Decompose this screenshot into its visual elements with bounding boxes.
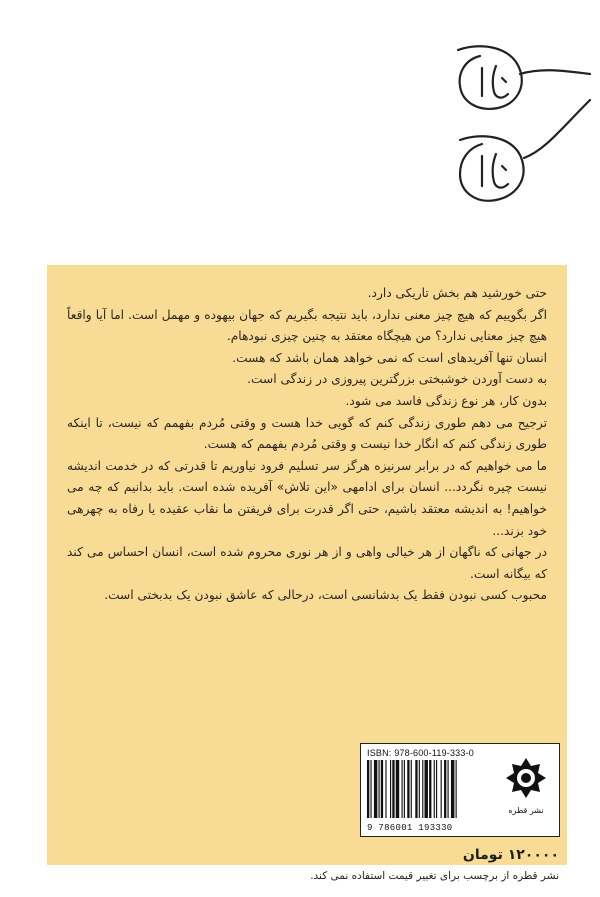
barcode-icon: [367, 760, 495, 818]
isbn-text: ISBN: 978-600-119-333-0: [367, 748, 474, 758]
publisher-emblem: [420, 40, 595, 215]
price-notice: نشر قطره از برچسب برای تغییر قیمت استفاده نمی کند.: [310, 870, 559, 882]
quotes-text: [67, 283, 547, 607]
quote-paragraph: اگر بگوییم که هیچ چیز معنی ندارد، باید نتیجه بگیریم که جهان بیهوده و مهمل است. اما آیا واقعاً هیچ چیز معنایی ندارد؟ من هیچگاه معتقد به چنین چیزی نبودهام.: [67, 307, 547, 344]
publisher-label: نشر قطره: [508, 806, 544, 815]
barcode-label: [360, 743, 560, 837]
quote-paragraph: ما می خواهیم که در برابر سرنیزه هرگز سر تسلیم فرود نیاوریم تا قدرتی که در خدمت اندیشه نیست چیره نگردد... انسان برای ادامهی «این تلاش» آفریده شده است. باید بدانیم که چه می خواهیم! به اندیشه معتقد باشیم، حتی اگر قدرت برای فریفتن ما نقاب عقیده یا رفاه به چهرهی خود بزند...: [67, 458, 547, 538]
qatreh-logo-icon: [504, 756, 548, 800]
quote-paragraph: در جهانی که ناگهان از هر خیالی واهی و از هر نوری محروم شده است، انسان احساس می کند که بیگانه است.: [67, 545, 547, 581]
quote-paragraph: حتی خورشید هم بخش تاریکی دارد.: [367, 286, 547, 300]
price-text: ۱۲۰۰۰۰ تومان: [462, 847, 559, 863]
back-cover-panel: [47, 265, 567, 882]
publisher-logo: [501, 756, 551, 815]
barcode-digits: 9 786001 193330: [367, 823, 453, 833]
quote-paragraph: به دست آوردن خوشبختی بزرگترین پیروزی در زندگی است.: [247, 372, 547, 387]
quote-paragraph: ترجیح می دهم طوری زندگی کنم که گویی خدا هست و وقتی مُردم بفهمم که نیست، تا اینکه طوری زندگی کنم که انگار خدا نیست و وقتی مُردم بفهمم که هست.: [67, 415, 547, 452]
quote-paragraph: محبوب کسی نبودن فقط یک بدشانسی است، درحالی که عاشق نبودن یک بدبختی است.: [104, 588, 547, 603]
quote-paragraph: انسان تنها آفریدهای است که نمی خواهد همان باشد که هست.: [232, 350, 547, 365]
quote-paragraph: بدون کار، هر نوع زندگی فاسد می شود.: [345, 393, 547, 408]
